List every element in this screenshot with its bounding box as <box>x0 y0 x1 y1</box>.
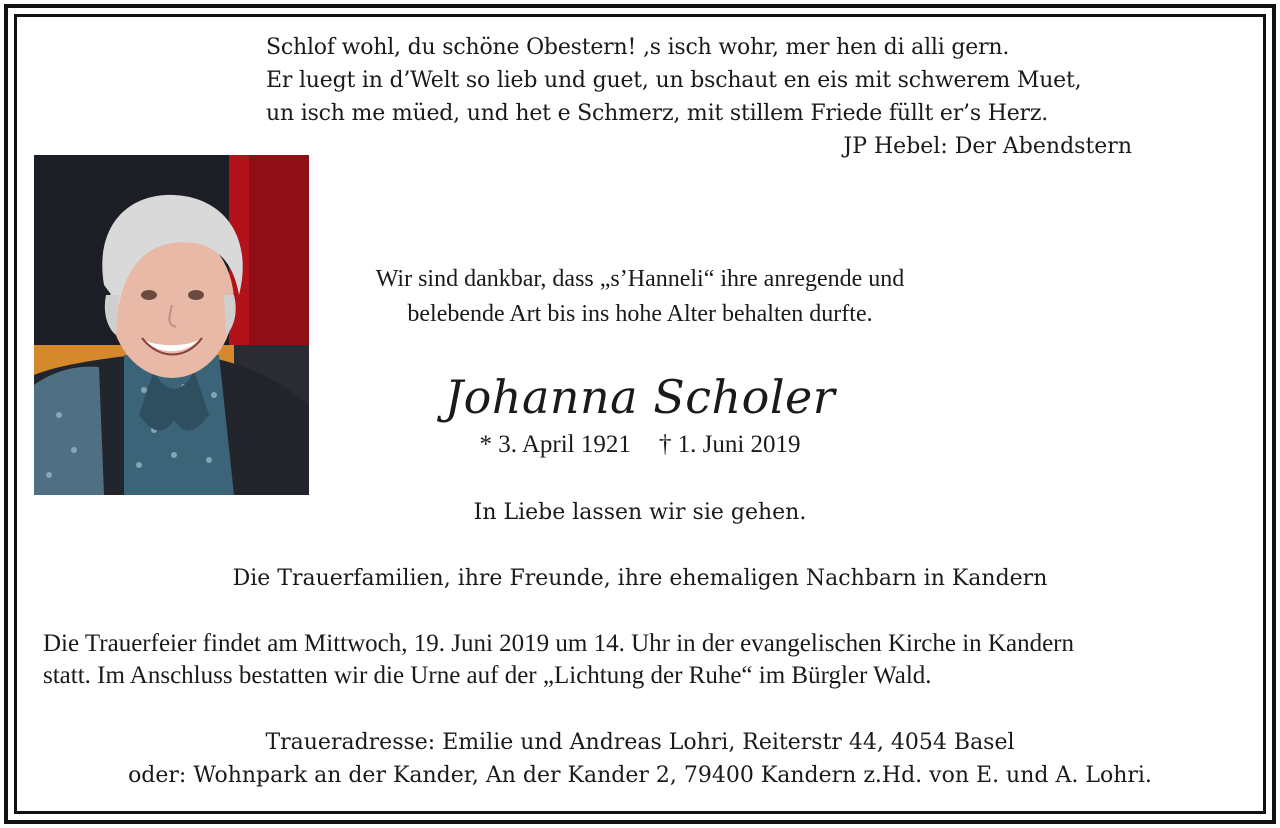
ceremony-line: Die Trauerfeier findet am Mittwoch, 19. Juni 2019 um 14. Uhr in der evangelischen Kirche in Kandern <box>43 630 1074 657</box>
death-date: † 1. Juni 2019 <box>658 431 801 458</box>
ceremony-info <box>43 628 1243 692</box>
poem-line: Schlof wohl, du schöne Obestern! ‚s isch wohr, mer hen di alli gern. <box>266 35 1010 60</box>
poem-line: un isch me müed, und het e Schmerz, mit stillem Friede füllt er’s Herz. <box>266 101 1049 126</box>
farewell-text: In Liebe lassen wir sie gehen. <box>473 500 807 525</box>
poem-source: JP Hebel: Der Abendstern <box>843 134 1132 159</box>
gratitude-line: Wir sind dankbar, dass „s’Hanneli“ ihre anregende und <box>375 266 905 292</box>
poem-line: Er luegt in d’Welt so lieb und guet, un bschaut en eis mit schwerem Muet, <box>266 68 1082 93</box>
mourning-address <box>40 726 1240 792</box>
portrait-illustration <box>34 155 309 495</box>
life-dates <box>340 428 940 462</box>
address-line: oder: Wohnpark an der Kander, An der Kander 2, 79400 Kandern z.Hd. von E. und A. Lohri. <box>128 763 1152 788</box>
birth-date: * 3. April 1921 <box>479 431 631 458</box>
address-line: Traueradresse: Emilie und Andreas Lohri, Reiterstr 44, 4054 Basel <box>265 730 1015 755</box>
portrait-photo <box>34 155 309 495</box>
gratitude-line: belebende Art bis ins hohe Alter behalten durfte. <box>407 301 873 327</box>
mourning-families: Die Trauerfamilien, ihre Freunde, ihre ehemaligen Nachbarn in Kandern <box>232 566 1048 591</box>
ceremony-line: statt. Im Anschluss bestatten wir die Urne auf der „Lichtung der Ruhe“ im Bürgler Wald. <box>43 662 932 689</box>
deceased-name: Johanna Scholer <box>444 370 836 424</box>
poem-verse <box>266 31 1166 130</box>
gratitude-text <box>320 262 960 332</box>
